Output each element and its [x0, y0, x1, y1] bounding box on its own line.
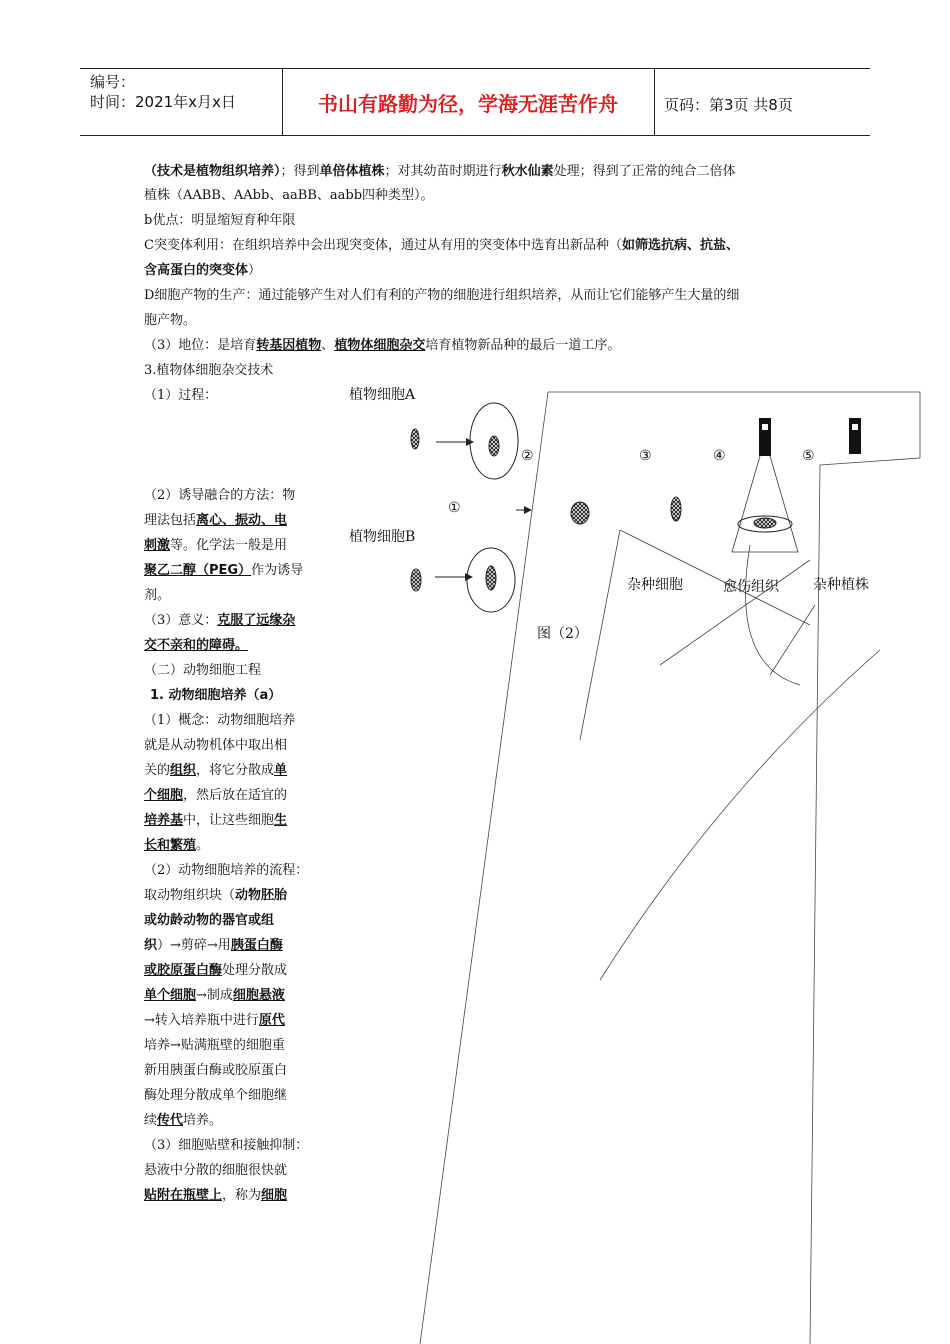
label-step-3: ③	[639, 448, 652, 464]
text-line: 或胶原蛋白酶处理分散成	[144, 963, 288, 978]
text-line: （2）诱导融合的方法：物	[144, 488, 296, 503]
label-cell-a: 植物细胞A	[349, 387, 416, 403]
label-step-5: ⑤	[802, 448, 815, 464]
text-line: →转入培养瓶中进行原代	[144, 1013, 285, 1028]
text-line: 取动物组织块（动物胚胎	[144, 888, 288, 903]
callus-flask-icon	[732, 418, 798, 552]
text-line: 胞产物。	[144, 313, 197, 328]
label-step-4: ④	[713, 448, 726, 464]
text-line: 植株（AABB、AAbb、aaBB、aabb四种类型）。	[144, 188, 434, 203]
label-step-1: ①	[448, 500, 461, 516]
text-line: （1）概念：动物细胞培养	[144, 713, 296, 728]
section-heading: 3.植物体细胞杂交技术	[144, 363, 274, 378]
figure-caption: 图（2）	[537, 626, 588, 642]
text-line: 聚乙二醇（PEG）作为诱导	[144, 563, 304, 578]
label-cell-b: 植物细胞B	[349, 529, 416, 545]
label-step-2: ②	[521, 448, 534, 464]
text-line: D细胞产物的生产：通过能够产生对人们有利的产物的细胞进行组织培养，从而让它们能够产生大量的细	[144, 288, 740, 303]
text-line: （3）细胞贴壁和接触抑制：	[144, 1138, 309, 1153]
plant-flask-icon	[849, 418, 861, 454]
header-motto: 书山有路勤为径，学海无涯苦作舟	[318, 92, 618, 116]
text-line: 酶处理分散成单个细胞继	[144, 1088, 288, 1103]
text-line: 个细胞，然后放在适宜的	[144, 788, 288, 803]
text-line: （技术是植物组织培养）；得到单倍体植株；对其幼苗时期进行秋水仙素处理；得到了正常的纯合二倍体	[144, 164, 736, 179]
text-line: 刺激等。化学法一般是用	[144, 538, 288, 553]
text-line: 就是从动物机体中取出相	[144, 738, 288, 753]
text-line: 交不亲和的障碍。	[144, 638, 249, 653]
text-line: 单个细胞→制成细胞悬液	[144, 988, 285, 1003]
text-line: 剂。	[144, 588, 171, 603]
label-hybrid-cell: 杂种细胞	[627, 577, 683, 593]
stray-lines	[420, 392, 920, 1344]
header-page-info: 页码：第3页 共8页	[664, 96, 793, 114]
text-line: b优点：明显缩短育种年限	[144, 213, 296, 228]
text-line: 长和繁殖。	[144, 838, 210, 853]
cell-a-icon	[411, 429, 419, 449]
fused-cell-icon	[571, 502, 589, 524]
label-callus: 愈伤组织	[723, 579, 779, 595]
text-line: C突变体利用：在组织培养中会出现突变体，通过从有用的突变体中选育出新品种（如筛选抗病、抗盐、	[144, 238, 739, 253]
protoplast-a-core-icon	[489, 436, 499, 456]
text-line: （3）地位：是培育转基因植物、植物体细胞杂交培育植物新品种的最后一道工序。	[144, 338, 621, 353]
text-line: 贴附在瓶壁上，称为细胞	[144, 1188, 288, 1203]
text-line: 悬液中分散的细胞很快就	[144, 1163, 288, 1178]
header-time: 时间：2021年x月x日	[90, 93, 236, 111]
text-line: 培养基中，让这些细胞生	[144, 813, 288, 828]
text-line: 含高蛋白的突变体）	[144, 263, 262, 278]
header-number: 编号：	[90, 73, 136, 91]
text-line: 新用胰蛋白酶或胶原蛋白	[144, 1063, 288, 1078]
text-line: 培养→贴满瓶壁的细胞重	[144, 1038, 285, 1053]
text-line: 或幼龄动物的器官或组	[144, 913, 275, 928]
section-heading: 1. 动物细胞培养（a）	[150, 688, 282, 703]
text-line: 织）→剪碎→用胰蛋白酶	[144, 938, 283, 953]
text-line: （2）动物细胞培养的流程：	[144, 863, 309, 878]
text-line: （1）过程：	[144, 388, 218, 403]
section-heading: （二）动物细胞工程	[144, 663, 262, 678]
text-line: 理法包括离心、振动、电	[144, 513, 288, 528]
label-hybrid-plant: 杂种植株	[813, 577, 869, 593]
text-line: （3）意义：克服了远缘杂	[144, 613, 296, 628]
text-line: 关的组织，将它分散成单	[144, 763, 288, 778]
protoplast-b-core-icon	[486, 566, 496, 590]
hybrid-cell-icon	[671, 497, 681, 521]
text-line: 续传代培养。	[144, 1113, 223, 1128]
cell-b-icon	[411, 569, 421, 591]
